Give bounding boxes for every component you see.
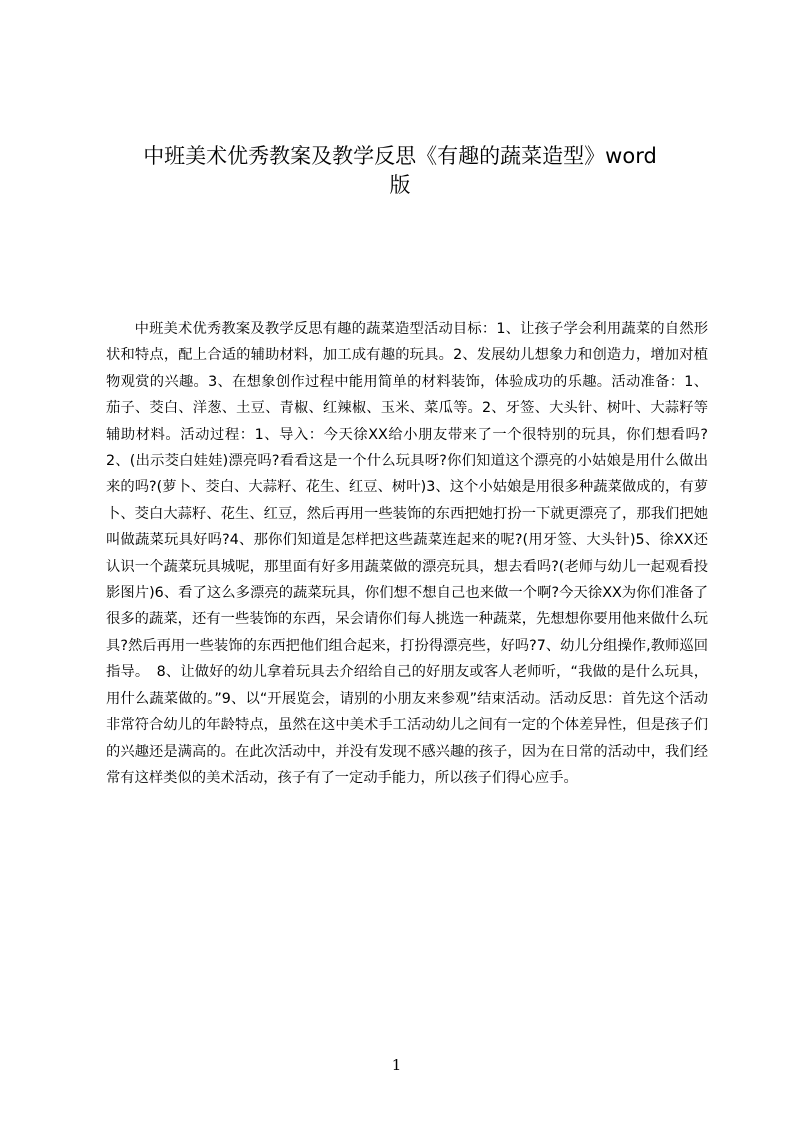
document-body-paragraph: 中班美术优秀教案及教学反思有趣的蔬菜造型活动目标：1、让孩子学会利用蔬菜的自然形状和特点，配上合适的辅助材料，加工成有趣的玩具。2、发展幼儿想象力和创造力，增加对植物观赏的兴趣。3、在想象创作过程中能用简单的材料装饰，体验成功的乐趣。活动准备：1、茄子、茭白、洋葱、土豆、青椒、红辣椒、玉米、菜瓜等。2、牙签、大头针、树叶、大蒜籽等辅助材料。活动过程：1、导入：今天徐XX给小朋友带来了一个很特别的玩具，你们想看吗?2、(出示茭白娃娃)漂亮吗?看看这是一个什么玩具呀?你们知道这个漂亮的小姑娘是用什么做出来的吗?(萝卜、茭白、大蒜籽、花生、红豆、树叶)3、这个小姑娘是用很多种蔬菜做成的，有萝卜、茭白大蒜籽、花生、红豆，然后再用一些装饰的东西把她打扮一下就更漂亮了，那我们把她叫做蔬菜玩具好吗?4、那你们知道是怎样把这些蔬菜连起来的呢?(用牙签、大头针)5、徐XX还认识一个蔬菜玩具城呢，那里面有好多用蔬菜做的漂亮玩具，想去看吗?(老师与幼儿一起观看投影图片)6、看了这么多漂亮的蔬菜玩具，你们想不想自己也来做一个啊?今天徐XX为你们准备了很多的蔬菜，还有一些装饰的东西，呆会请你们每人挑选一种蔬菜，先想想你要用他来做什么玩具?然后再用一些装饰的东西把他们组合起来，打扮得漂亮些，好吗?7、幼儿分组操作,教师巡回指导。 8、让做好的幼儿拿着玩具去介绍给自己的好朋友或客人老师听，“我做的是什么玩具，用什么蔬菜做的。”9、以“开展览会，请别的小朋友来参观”结束活动。活动反思：首先这个活动非常符合幼儿的年龄特点，虽然在这中美术手工活动幼儿之间有一定的个体差异性，但是孩子们的兴趣还是满高的。在此次活动中，并没有发现不感兴趣的孩子，因为在日常的活动中，我们经常有这样类似的美术活动，孩子有了一定动手能力，所以孩子们得心应手。 [106,321,708,786]
document-title [100,142,700,200]
page-number: 1 [391,1056,402,1074]
document-title-line-2: 版 [389,173,411,197]
document-title-line-1: 中班美术优秀教案及教学反思《有趣的蔬菜造型》word [143,144,657,168]
